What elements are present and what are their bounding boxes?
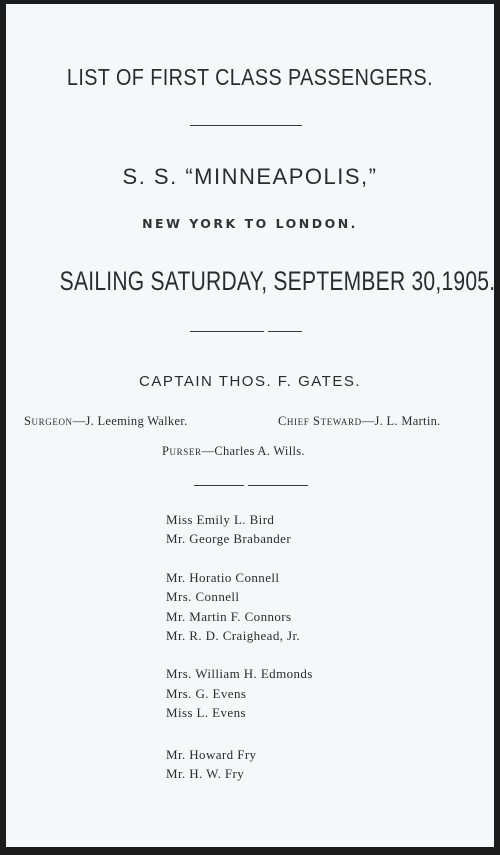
passenger-entry: Mr. H. W. Fry xyxy=(166,766,245,781)
divider-rule xyxy=(268,331,302,332)
surgeon-role: Surgeon xyxy=(24,414,73,428)
divider-rule xyxy=(194,485,244,486)
passenger-entry: Mr. George Brabander xyxy=(166,531,292,546)
steward-role: Chief Steward xyxy=(278,414,362,428)
page-title: LIST OF FIRST CLASS PASSENGERS. xyxy=(66,64,434,90)
purser-role: Purser xyxy=(162,444,202,458)
passenger-list-page xyxy=(6,4,494,847)
captain-line: CAPTAIN THOS. F. GATES. xyxy=(138,373,362,390)
passenger-entry: Miss Emily L. Bird xyxy=(166,512,275,527)
divider-rule xyxy=(190,125,302,126)
route: NEW YORK TO LONDON. xyxy=(142,216,358,231)
purser-line xyxy=(162,444,305,459)
passenger-entry: Mr. Martin F. Connors xyxy=(166,609,292,624)
passenger-entry: Mrs. Connell xyxy=(166,589,240,604)
divider-rule xyxy=(248,485,308,486)
purser-name: —Charles A. Wills. xyxy=(201,444,305,458)
passenger-entry: Mr. Howard Fry xyxy=(166,747,257,762)
surgeon-name: —J. Leeming Walker. xyxy=(72,414,188,428)
chief-steward-line xyxy=(278,414,441,429)
surgeon-line xyxy=(24,414,188,429)
passenger-entry: Mr. R. D. Craighead, Jr. xyxy=(166,628,301,643)
steward-name: —J. L. Martin. xyxy=(361,414,441,428)
passenger-entry: Mrs. William H. Edmonds xyxy=(166,666,313,681)
divider-rule xyxy=(190,331,264,332)
passenger-entry: Mr. Horatio Connell xyxy=(166,570,280,585)
passenger-entry: Miss L. Evens xyxy=(166,705,246,720)
passenger-entry: Mrs. G. Evens xyxy=(166,686,247,701)
sailing-date: SAILING SATURDAY, SEPTEMBER 30,1905. xyxy=(59,266,496,296)
ship-name: S. S. “MINNEAPOLIS,” xyxy=(122,164,378,189)
